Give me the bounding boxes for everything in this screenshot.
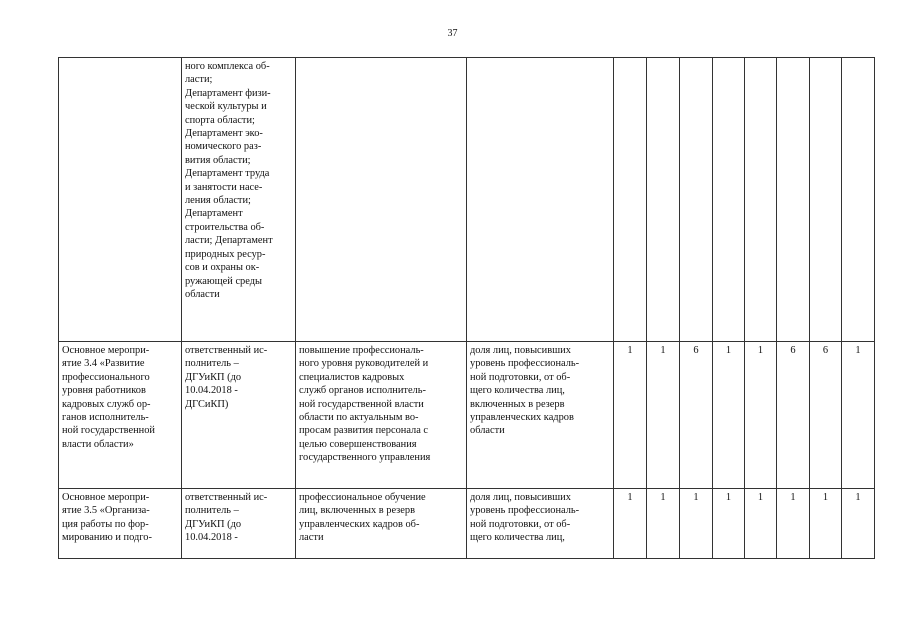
expected-result-cell: профессиональное обучение лиц, включенных в резерв управленческих кадров об- ласти xyxy=(296,489,467,559)
executor-cell: ответственный ис- полнитель – ДГУиКП (до 10.04.2018 - ДГСиКП) xyxy=(182,342,296,489)
value-cell: 1 xyxy=(810,489,842,559)
value-cell xyxy=(614,58,647,342)
value-cell xyxy=(680,58,713,342)
value-cell: 1 xyxy=(745,489,777,559)
activity-name-cell: Основное меропри- ятие 3.4 «Развитие профессионального уровня работников кадровых служб ор- ганов исполнитель- ной государственной власти области» xyxy=(59,342,182,489)
activity-name-cell xyxy=(59,58,182,342)
program-table xyxy=(58,57,875,559)
value-cell: 1 xyxy=(680,489,713,559)
value-cell: 1 xyxy=(647,342,680,489)
value-cell xyxy=(777,58,810,342)
value-cell: 1 xyxy=(745,342,777,489)
value-cell xyxy=(810,58,842,342)
value-cell: 6 xyxy=(680,342,713,489)
value-cell: 6 xyxy=(777,342,810,489)
value-cell xyxy=(647,58,680,342)
expected-result-cell xyxy=(296,58,467,342)
value-cell: 1 xyxy=(842,489,875,559)
value-cell xyxy=(745,58,777,342)
table-row xyxy=(59,58,875,342)
value-cell: 1 xyxy=(842,342,875,489)
value-cell: 6 xyxy=(810,342,842,489)
value-cell: 1 xyxy=(614,489,647,559)
executor-cell: ного комплекса об- ласти; Департамент физи- ческой культуры и спорта области; Департамент эко- номического раз- вития области; Департамент труда и занятости насе- ления области; Департамент строительства об- ласти; Департамент природных ресур- сов и охраны ок- ружающей среды области xyxy=(182,58,296,342)
indicator-cell: доля лиц, повысивших уровень профессиональ- ной подготовки, от об- щего количества лиц, включенных в резерв управленческих кадров области xyxy=(467,342,614,489)
value-cell: 1 xyxy=(647,489,680,559)
value-cell xyxy=(713,58,745,342)
indicator-cell xyxy=(467,58,614,342)
expected-result-cell: повышение профессиональ- ного уровня руководителей и специалистов кадровых служб органов исполнитель- ной государственной власти области по актуальным во- просам развития персонала с целью совершенствования государственного управления xyxy=(296,342,467,489)
activity-name-cell: Основное меропри- ятие 3.5 «Организа- ция работы по фор- мированию и подго- xyxy=(59,489,182,559)
value-cell: 1 xyxy=(614,342,647,489)
executor-cell: ответственный ис- полнитель – ДГУиКП (до 10.04.2018 - xyxy=(182,489,296,559)
page-number: 37 xyxy=(447,28,458,39)
value-cell: 1 xyxy=(713,342,745,489)
value-cell: 1 xyxy=(713,489,745,559)
table-row xyxy=(59,489,875,559)
table-row xyxy=(59,342,875,489)
value-cell xyxy=(842,58,875,342)
indicator-cell: доля лиц, повысивших уровень профессиональ- ной подготовки, от об- щего количества лиц, xyxy=(467,489,614,559)
value-cell: 1 xyxy=(777,489,810,559)
